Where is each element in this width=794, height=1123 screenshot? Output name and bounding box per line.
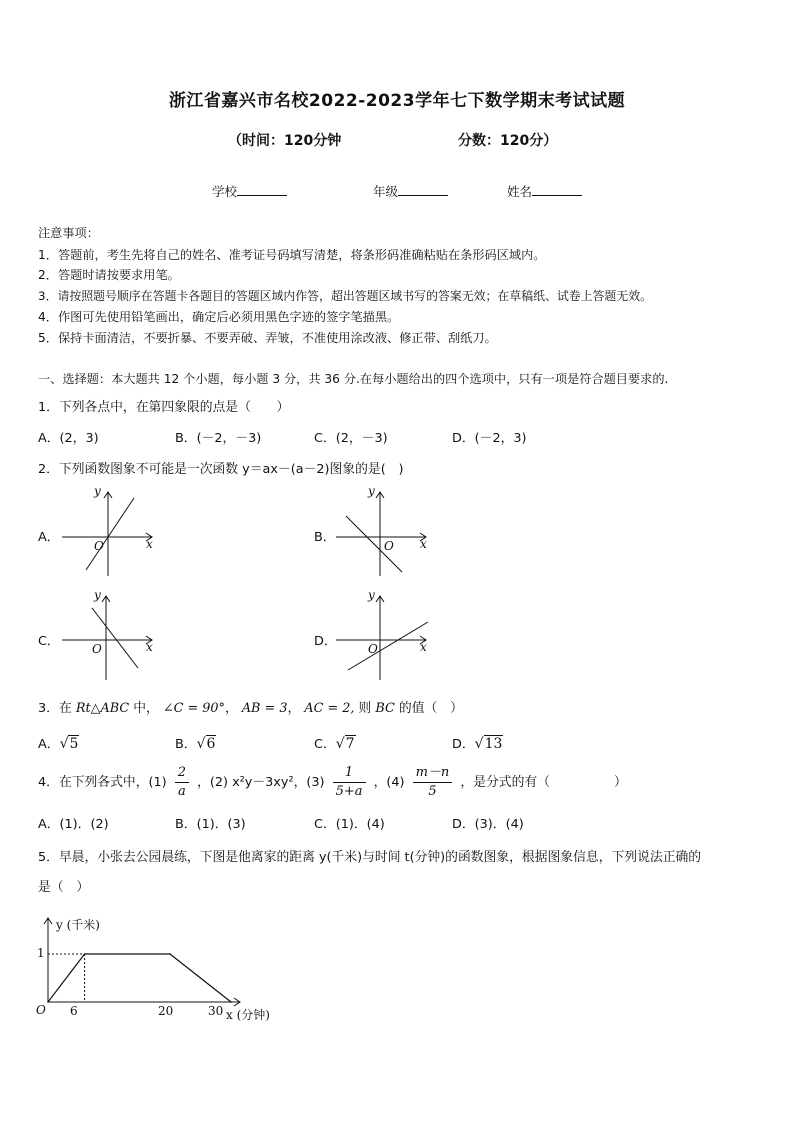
score-label: 分数：120分） [458, 133, 558, 149]
x-axis-label: x [146, 640, 153, 654]
x-axis-label: x [420, 640, 427, 654]
note-item: 4．作图可先使用铅笔画出，确定后必须用黑色字迹的签字笔描黑。 [38, 310, 400, 324]
q5-x-tick-6: 6 [70, 1004, 78, 1018]
q5-y-axis-label: y (千米) [56, 918, 100, 932]
q5-stem-line2: 是（ ） [38, 880, 90, 895]
q3-option-c: C．√7 [314, 736, 355, 752]
q1-stem: 1．下列各点中，在第四象限的点是（ ） [38, 400, 290, 415]
q2-option-d-label: D． [314, 634, 337, 649]
q5-origin-label: O [36, 1003, 46, 1017]
q5-x-tick-30: 30 [208, 1004, 224, 1018]
time-label: （时间：120分钟 [228, 133, 342, 149]
origin-label: O [368, 642, 378, 656]
distance-time-line [48, 954, 231, 1002]
graph-c-svg [58, 588, 168, 684]
data-point [230, 1001, 232, 1003]
y-axis-label: y [368, 588, 375, 602]
fraction-1-over-5-plus-a: $\frac{1}{5+a}$ [333, 764, 366, 801]
q4-option-b: B．(1)．(3) [175, 817, 246, 832]
q5-x-tick-20: 20 [158, 1004, 174, 1018]
q1-option-d: D．(－2，3) [452, 431, 527, 446]
page-title: 浙江省嘉兴市名校2022-2023学年七下数学期末考试试题 [168, 91, 626, 111]
data-point [47, 1001, 49, 1003]
q4-option-c: C．(1)．(4) [314, 817, 385, 832]
note-item: 1．答题前，考生先将自己的姓名、准考证号码填写清楚，将条形码准确粘贴在条形码区域内。 [38, 248, 546, 262]
q5-y-tick-1: 1 [37, 946, 45, 960]
q3-option-d: D．√13 [452, 736, 503, 752]
fraction-m-minus-n-over-5: $\frac{m-n}{5}$ [413, 764, 453, 801]
q1-option-b: B．(－2，－3) [175, 431, 262, 446]
q5-x-axis-label: x (分钟) [226, 1008, 270, 1022]
origin-label: O [384, 539, 394, 553]
origin-label: O [94, 539, 104, 553]
q2-graph-a [58, 484, 168, 580]
y-axis-label: y [94, 484, 101, 498]
note-item: 3．请按照题号顺序在答题卡各题目的答题区域内作答，超出答题区域书写的答案无效；在草稿纸、试卷上答题无效。 [38, 289, 652, 303]
notes-heading: 注意事项： [38, 226, 99, 240]
origin-label: O [92, 642, 102, 656]
x-axis-label: x [146, 537, 153, 551]
school-field: 学校 [212, 182, 287, 200]
q1-option-c: C．(2，－3) [314, 431, 388, 446]
q2-graph-d [332, 588, 442, 684]
q5-stem-line1: 5．早晨，小张去公园晨练，下图是他离家的距离 y(千米)与时间 t(分钟)的函数图象，根据图象信息，下列说法正确的 [38, 850, 702, 865]
q2-option-c-label: C． [38, 634, 60, 649]
q4-option-d: D．(3)．(4) [452, 817, 524, 832]
q2-option-b-label: B． [314, 530, 336, 545]
note-item: 2．答题时请按要求用笔。 [38, 268, 180, 282]
graph-b-svg [332, 484, 442, 580]
note-item: 5．保持卡面清洁，不要折暴、不要弄破、弄皱，不准使用涂改液、修正带、刮纸刀。 [38, 331, 497, 345]
q3-option-b: B．√6 [175, 736, 216, 752]
grade-field: 年级 [373, 182, 448, 200]
fraction-2-over-a: $\frac{2}{a}$ [175, 764, 189, 801]
y-axis-label: y [94, 588, 101, 602]
graph-d-svg [332, 588, 442, 684]
q1-option-a: A．(2，3) [38, 431, 99, 446]
q2-graph-b [332, 484, 442, 580]
q4-option-a: A．(1)．(2) [38, 817, 109, 832]
q3-stem: 3．在 Rt△ABC 中， ∠C = 90°， AB = 3， AC = 2, 则 BC 的值（ ） [38, 701, 463, 716]
q2-graph-c [58, 588, 168, 684]
q5-graph [30, 912, 290, 1030]
y-axis-label: y [368, 484, 375, 498]
q4-stem: 4．在下列各式中，(1) $\frac{2}{a}$ ，(2) x²y－3xy²，(3) $\frac{1}{5+a}$ ，(4) $\frac{m-n}{5}$ ，是分式的有（ ） [38, 765, 627, 799]
section-heading: 一、选择题：本大题共 12 个小题，每小题 3 分，共 36 分.在每小题给出的四个选项中，只有一项是符合题目要求的. [38, 372, 669, 386]
q2-option-a-label: A． [38, 530, 60, 545]
graph-a-svg [58, 484, 168, 580]
q2-stem: 2．下列函数图象不可能是一次函数 y＝ax－(a－2)图象的是( ) [38, 462, 404, 477]
q3-option-a: A．√5 [38, 736, 79, 752]
data-point [169, 953, 171, 955]
x-axis-label: x [420, 537, 427, 551]
data-point [84, 953, 86, 955]
name-field: 姓名 [507, 182, 582, 200]
